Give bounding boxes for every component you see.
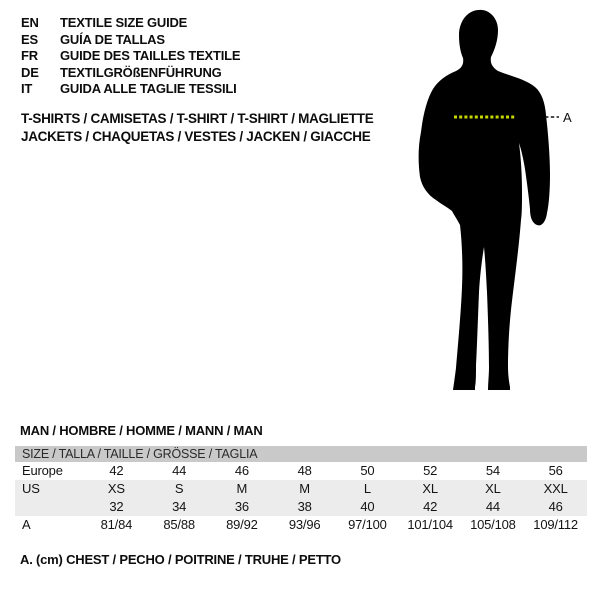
table-cell: 81/84: [100, 517, 133, 532]
language-code: DE: [21, 64, 39, 80]
table-cell: 32: [109, 499, 124, 514]
row-label: Europe: [22, 463, 63, 478]
language-label: GUIDA ALLE TAGLIE TESSILI: [60, 81, 237, 97]
language-label: TEXTILGRÖßENFÜHRUNG: [60, 64, 222, 80]
table-cell: 44: [172, 463, 187, 478]
language-row: [21, 48, 240, 65]
category-line: T-SHIRTS / CAMISETAS / T-SHIRT / T-SHIRT / MAGLIETTE: [21, 111, 374, 126]
language-row: [21, 32, 240, 49]
language-code: ES: [21, 31, 38, 47]
table-cell: L: [363, 481, 371, 496]
table-cell: S: [174, 481, 184, 496]
table-cell: M: [236, 481, 248, 496]
row-label: [15, 498, 85, 516]
language-label: GUIDE DES TAILLES TEXTILE: [60, 48, 241, 64]
language-row: [21, 65, 240, 82]
table-cell: 46: [548, 499, 563, 514]
man-silhouette-figure: [408, 8, 588, 393]
category-line: JACKETS / CHAQUETAS / VESTES / JACKEN / GIACCHE: [21, 129, 371, 144]
table-cell: 101/104: [407, 517, 453, 532]
table-cell: 97/100: [348, 517, 387, 532]
table-row: [15, 462, 587, 480]
size-table-body: [15, 462, 587, 534]
language-row: [21, 15, 240, 32]
table-cell: XL: [422, 481, 438, 496]
size-table: [15, 446, 587, 534]
table-cell: 42: [423, 499, 438, 514]
table-cell: 34: [172, 499, 187, 514]
table-cell: 54: [485, 463, 500, 478]
table-cell: 89/92: [226, 517, 258, 532]
table-cell: 46: [234, 463, 249, 478]
row-label: A: [22, 517, 31, 532]
table-cell: XXL: [543, 481, 568, 496]
table-cell: 36: [234, 499, 249, 514]
language-label: GUÍA DE TALLAS: [60, 31, 165, 47]
table-cell: 50: [360, 463, 375, 478]
table-cell: 85/88: [163, 517, 195, 532]
man-silhouette: [419, 10, 550, 390]
table-cell: 40: [360, 499, 375, 514]
table-row: [15, 498, 587, 516]
table-cell: XL: [485, 481, 501, 496]
table-row: [15, 516, 587, 534]
table-cell: 52: [423, 463, 438, 478]
measurement-label-a: A: [563, 110, 572, 125]
table-cell: 93/96: [288, 517, 321, 532]
measurement-footnote: A. (cm) CHEST / PECHO / POITRINE / TRUHE / PETTO: [20, 552, 341, 567]
table-cell: XS: [107, 481, 125, 496]
table-cell: 109/112: [533, 517, 578, 532]
table-cell: 42: [109, 463, 124, 478]
language-code: EN: [21, 15, 39, 30]
category-list: [21, 110, 373, 146]
table-cell: 48: [297, 463, 312, 478]
language-row: [21, 81, 240, 98]
language-code: FR: [21, 48, 38, 64]
table-row: [15, 480, 587, 498]
table-cell: 38: [297, 499, 312, 514]
table-cell: 44: [485, 499, 500, 514]
table-cell: 105/108: [470, 517, 516, 532]
language-code: IT: [21, 81, 33, 97]
table-cell: M: [299, 481, 310, 496]
size-table-header: SIZE / TALLA / TAILLE / GRÖSSE / TAGLIA: [15, 446, 587, 462]
language-label: TEXTILE SIZE GUIDE: [60, 15, 188, 30]
row-label: US: [22, 481, 40, 496]
table-cell: 56: [548, 463, 563, 478]
language-list: [21, 15, 240, 98]
section-title: MAN / HOMBRE / HOMME / MANN / MAN: [20, 423, 263, 438]
